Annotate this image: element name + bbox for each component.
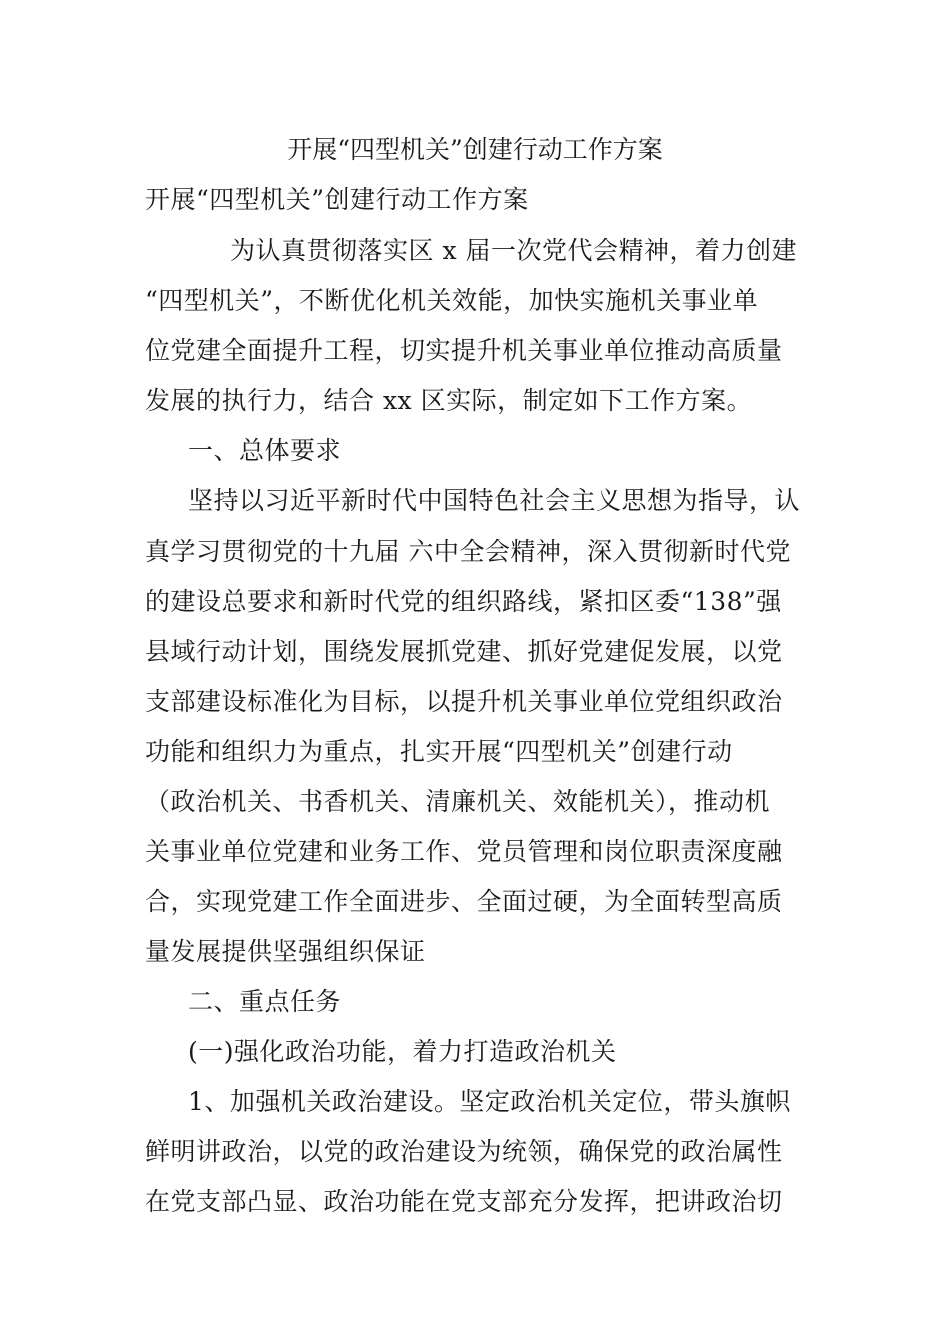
paragraph-line: 1、加强机关政治建设。坚定政治机关定位，带头旗帜 — [188, 1087, 791, 1116]
paragraph-line: 真学习贯彻党的十九届 六中全会精神，深入贯彻新时代党 — [145, 537, 791, 566]
section-heading: 二、重点任务 — [188, 987, 342, 1016]
subsection-heading: (一)强化政治功能，着力打造政治机关 — [188, 1037, 617, 1066]
paragraph-line: 合，实现党建工作全面进步、全面过硬，为全面转型高质 — [145, 887, 783, 916]
paragraph-line: 量发展提供坚强组织保证 — [145, 937, 426, 966]
paragraph-line: 坚持以习近平新时代中国特色社会主义思想为指导，认 — [188, 486, 801, 515]
paragraph-line: 县域行动计划，围绕发展抓党建、抓好党建促发展，以党 — [145, 637, 783, 666]
document-title-left: 开展“四型机关”创建行动工作方案 — [145, 185, 529, 214]
paragraph-line: 支部建设标准化为目标，以提升机关事业单位党组织政治 — [145, 687, 783, 716]
paragraph-line: 发展的执行力，结合 xx 区实际，制定如下工作方案。 — [145, 386, 753, 415]
paragraph-line: 的建设总要求和新时代党的组织路线，紧扣区委“138”强 — [145, 587, 782, 616]
paragraph-line: （政治机关、书香机关、清廉机关、效能机关），推动机 — [145, 787, 771, 816]
paragraph-line: 在党支部凸显、政治功能在党支部充分发挥，把讲政治切 — [145, 1187, 783, 1216]
section-heading: 一、总体要求 — [188, 436, 342, 465]
paragraph-line: 鲜明讲政治，以党的政治建设为统领，确保党的政治属性 — [145, 1137, 783, 1166]
paragraph-line: “四型机关”，不断优化机关效能，加快实施机关事业单 — [145, 286, 759, 315]
paragraph-line: 位党建全面提升工程，切实提升机关事业单位推动高质量 — [145, 336, 783, 365]
document-title-centered: 开展“四型机关”创建行动工作方案 — [287, 135, 663, 164]
paragraph-line: 功能和组织力为重点，扎实开展“四型机关”创建行动 — [145, 737, 733, 766]
paragraph-line: 关事业单位党建和业务工作、党员管理和岗位职责深度融 — [145, 837, 783, 866]
paragraph-line: 为认真贯彻落实区 x 届一次党代会精神，着力创建 — [230, 236, 797, 265]
